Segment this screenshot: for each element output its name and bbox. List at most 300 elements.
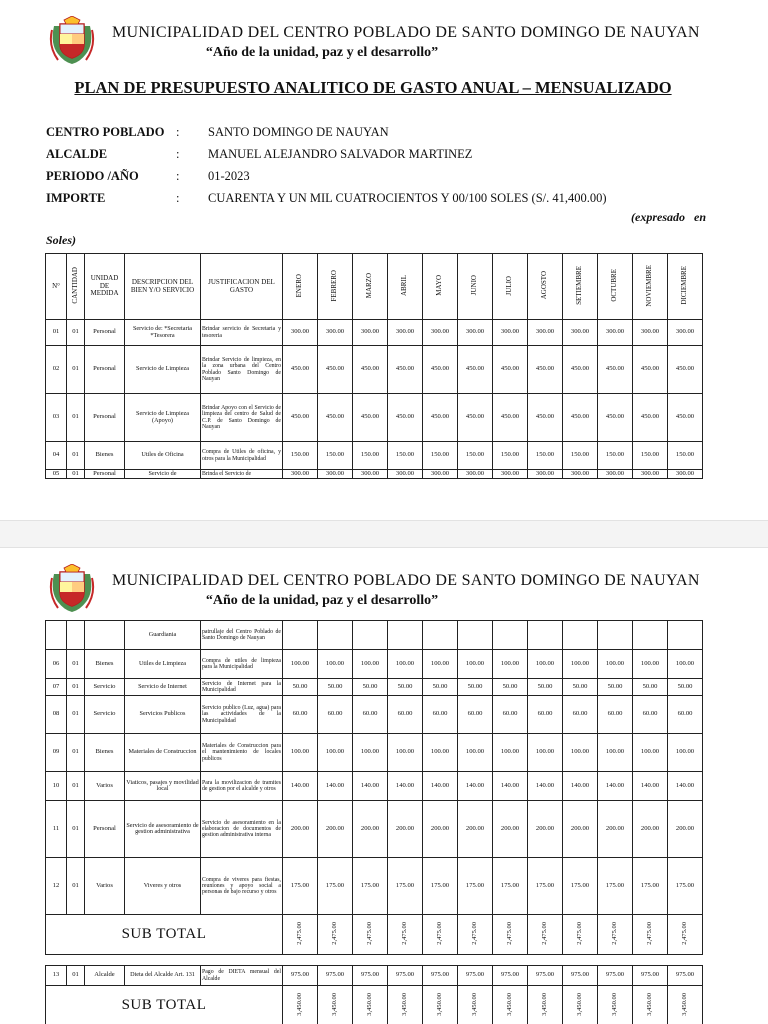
subtotal-value: 2,475.00	[493, 915, 528, 955]
header-month-octubre: OCTUBRE	[598, 254, 633, 320]
cell-unit: Personal	[85, 320, 125, 346]
subtotal-value: 3,450.00	[388, 986, 423, 1024]
municipality-name: MUNICIPALIDAD DEL CENTRO POBLADO DE SANTO DOMINGO DE NAUYAN	[112, 24, 700, 41]
cell-unit: Bienes	[85, 442, 125, 470]
subtotal-value: 3,450.00	[318, 986, 353, 1024]
cell-month-value: 975.00	[563, 966, 598, 986]
cell-month-value: 200.00	[283, 801, 318, 858]
cell-quantity: 01	[67, 650, 85, 679]
cell-month-value: 150.00	[318, 442, 353, 470]
cell-month-value: 450.00	[563, 394, 598, 442]
cell-month-value: 100.00	[458, 734, 493, 772]
cell-month-value: 150.00	[528, 442, 563, 470]
header-month-enero: ENERO	[283, 254, 318, 320]
cell-unit: Personal	[85, 801, 125, 858]
cell-month-value: 140.00	[668, 772, 703, 801]
subtotal-value: 3,450.00	[458, 986, 493, 1024]
info-label: PERIODO /AÑO	[46, 168, 139, 183]
cell-month-value: 50.00	[493, 679, 528, 696]
cell-month-value: 450.00	[633, 394, 668, 442]
header-justification: JUSTIFICACION DEL GASTO	[201, 254, 283, 320]
cell-unit: Varios	[85, 858, 125, 915]
info-colon: :	[176, 168, 180, 183]
cell-month-value: 100.00	[668, 650, 703, 679]
cell-month-value: 300.00	[318, 470, 353, 479]
cell-month-value: 450.00	[668, 394, 703, 442]
cell-month-value: 140.00	[423, 772, 458, 801]
table-row	[46, 650, 703, 679]
cell-month-value: 450.00	[598, 394, 633, 442]
table-row	[46, 470, 703, 479]
cell-month-value: 450.00	[668, 346, 703, 394]
table-row	[46, 394, 703, 442]
cell-month-value: 450.00	[563, 346, 598, 394]
cell-month-value: 150.00	[563, 442, 598, 470]
cell-month-value: 50.00	[353, 679, 388, 696]
cell-quantity: 01	[67, 734, 85, 772]
header-month-junio: JUNIO	[458, 254, 493, 320]
cell-month-value: 140.00	[493, 772, 528, 801]
cell-month-value: 150.00	[493, 442, 528, 470]
cell-month-value: 450.00	[283, 346, 318, 394]
cell-month-value: 140.00	[318, 772, 353, 801]
cell-month-value: 100.00	[598, 734, 633, 772]
expressed-note-cont: Soles)	[46, 233, 76, 247]
subtotal-value: 3,450.00	[668, 986, 703, 1024]
cell-month-value	[493, 621, 528, 650]
info-value: MANUEL ALEJANDRO SALVADOR MARTINEZ	[208, 146, 473, 161]
cell-month-value: 100.00	[633, 650, 668, 679]
table-row	[46, 679, 703, 696]
cell-justification: Brindar servicio de Secretaria y tesoreria	[201, 320, 283, 346]
cell-month-value: 175.00	[388, 858, 423, 915]
subtotal-label: SUB TOTAL	[46, 915, 283, 955]
info-value: SANTO DOMINGO DE NAUYAN	[208, 124, 389, 139]
cell-month-value: 300.00	[633, 320, 668, 346]
cell-month-value: 50.00	[318, 679, 353, 696]
cell-month-value: 300.00	[528, 470, 563, 479]
cell-month-value: 150.00	[668, 442, 703, 470]
cell-month-value: 300.00	[528, 320, 563, 346]
cell-quantity: 01	[67, 442, 85, 470]
cell-month-value: 60.00	[458, 696, 493, 734]
cell-month-value: 175.00	[668, 858, 703, 915]
cell-month-value: 175.00	[493, 858, 528, 915]
cell-unit: Bienes	[85, 650, 125, 679]
cell-month-value: 140.00	[458, 772, 493, 801]
cell-month-value: 175.00	[423, 858, 458, 915]
cell-month-value: 50.00	[598, 679, 633, 696]
cell-month-value: 100.00	[423, 734, 458, 772]
cell-month-value	[458, 621, 493, 650]
cell-quantity: 01	[67, 966, 85, 986]
cell-month-value: 200.00	[458, 801, 493, 858]
cell-month-value: 150.00	[598, 442, 633, 470]
cell-month-value: 150.00	[283, 442, 318, 470]
cell-description: Servicio de: *Secretaria *Tesorera	[125, 320, 201, 346]
cell-month-value: 100.00	[563, 734, 598, 772]
cell-justification: Servicio de asesoramiento en la elaboracion de documentos de gestion administrativa interna	[201, 801, 283, 858]
cell-month-value	[563, 621, 598, 650]
cell-month-value: 100.00	[318, 650, 353, 679]
cell-month-value: 300.00	[458, 320, 493, 346]
cell-month-value: 300.00	[283, 470, 318, 479]
cell-justification: Compra de Utiles de oficina, y otros para la Municipalidad	[201, 442, 283, 470]
cell-quantity: 01	[67, 801, 85, 858]
cell-month-value: 300.00	[563, 470, 598, 479]
cell-justification: Brindar Apoyo con el Servicio de limpieza del centro de Salud de C.P. de Santo Domingo de Nauyan	[201, 394, 283, 442]
cell-number: 06	[46, 650, 67, 679]
cell-quantity: 01	[67, 346, 85, 394]
cell-number: 02	[46, 346, 67, 394]
cell-unit: Personal	[85, 346, 125, 394]
coat-of-arms-icon	[48, 564, 96, 614]
cell-description: Dieta del Alcalde Art. 131	[125, 966, 201, 986]
cell-number: 01	[46, 320, 67, 346]
page-header	[0, 548, 768, 610]
table-row	[46, 858, 703, 915]
info-label: CENTRO POBLADO	[46, 124, 165, 139]
cell-month-value: 200.00	[318, 801, 353, 858]
header-month-julio: JULIO	[493, 254, 528, 320]
cell-month-value: 50.00	[283, 679, 318, 696]
cell-month-value: 450.00	[528, 346, 563, 394]
cell-month-value: 100.00	[668, 734, 703, 772]
budget-table-page1	[45, 253, 703, 479]
cell-month-value: 200.00	[388, 801, 423, 858]
cell-month-value: 300.00	[388, 320, 423, 346]
cell-month-value: 140.00	[633, 772, 668, 801]
cell-month-value: 140.00	[528, 772, 563, 801]
cell-month-value: 300.00	[633, 470, 668, 479]
cell-number: 12	[46, 858, 67, 915]
cell-month-value: 175.00	[633, 858, 668, 915]
cell-unit: Alcalde	[85, 966, 125, 986]
info-value: 01-2023	[208, 168, 250, 183]
cell-month-value: 200.00	[633, 801, 668, 858]
cell-number: 09	[46, 734, 67, 772]
cell-month-value: 300.00	[493, 470, 528, 479]
table-row	[46, 621, 703, 650]
table-row	[46, 966, 703, 986]
cell-number	[46, 621, 67, 650]
cell-number: 11	[46, 801, 67, 858]
header-unit: UNIDAD DE MEDIDA	[85, 254, 125, 320]
cell-month-value: 150.00	[388, 442, 423, 470]
cell-justification: patrullaje del Centro Poblado de Santo Domingo de Nauyan	[201, 621, 283, 650]
cell-month-value: 200.00	[423, 801, 458, 858]
info-colon: :	[176, 124, 180, 139]
cell-month-value: 60.00	[668, 696, 703, 734]
cell-month-value	[318, 621, 353, 650]
cell-justification: Servicio publico (Luz, agua) para las actividades de la Municipalidad	[201, 696, 283, 734]
cell-month-value: 100.00	[563, 650, 598, 679]
cell-month-value: 300.00	[353, 320, 388, 346]
cell-month-value	[353, 621, 388, 650]
cell-month-value: 975.00	[598, 966, 633, 986]
cell-month-value: 60.00	[563, 696, 598, 734]
cell-month-value: 975.00	[493, 966, 528, 986]
cell-month-value: 150.00	[353, 442, 388, 470]
cell-month-value: 450.00	[318, 346, 353, 394]
cell-description: Materiales de Construccion	[125, 734, 201, 772]
header-month-setiembre: SETIEMBRE	[563, 254, 598, 320]
table-row	[46, 442, 703, 470]
cell-number: 03	[46, 394, 67, 442]
cell-month-value: 60.00	[598, 696, 633, 734]
cell-quantity: 01	[67, 679, 85, 696]
cell-unit: Personal	[85, 394, 125, 442]
motto: “Año de la unidad, paz y el desarrollo”	[205, 45, 439, 60]
cell-month-value: 975.00	[318, 966, 353, 986]
cell-month-value: 60.00	[423, 696, 458, 734]
cell-month-value: 100.00	[283, 734, 318, 772]
cell-month-value: 100.00	[633, 734, 668, 772]
cell-month-value: 175.00	[598, 858, 633, 915]
cell-month-value: 175.00	[563, 858, 598, 915]
subtotal-value: 2,475.00	[563, 915, 598, 955]
cell-month-value: 175.00	[528, 858, 563, 915]
cell-month-value: 300.00	[388, 470, 423, 479]
cell-unit: Servicio	[85, 679, 125, 696]
cell-month-value: 60.00	[528, 696, 563, 734]
cell-month-value: 50.00	[388, 679, 423, 696]
header-month-mayo: MAYO	[423, 254, 458, 320]
header-month-abril: ABRIL	[388, 254, 423, 320]
cell-month-value: 300.00	[668, 320, 703, 346]
header-month-agosto: AGOSTO	[528, 254, 563, 320]
cell-month-value: 975.00	[633, 966, 668, 986]
info-value: CUARENTA Y UN MIL CUATROCIENTOS Y 00/100 SOLES (S/. 41,400.00)	[208, 190, 607, 205]
subtotal-value: 2,475.00	[283, 915, 318, 955]
subtotal-value: 2,475.00	[633, 915, 668, 955]
cell-description: Servicio de Limpieza	[125, 346, 201, 394]
cell-month-value: 200.00	[563, 801, 598, 858]
subtotal-value: 2,475.00	[598, 915, 633, 955]
cell-number: 10	[46, 772, 67, 801]
cell-month-value: 975.00	[388, 966, 423, 986]
cell-month-value	[598, 621, 633, 650]
table-row	[46, 320, 703, 346]
cell-justification: Brinda el Servicio de	[201, 470, 283, 479]
info-block	[46, 121, 607, 209]
cell-month-value: 200.00	[493, 801, 528, 858]
cell-month-value: 60.00	[318, 696, 353, 734]
cell-month-value: 100.00	[598, 650, 633, 679]
subtotal-row	[46, 915, 703, 955]
cell-justification: Compra de viveres para fiestas, reuniones y apoyo social a personas de bajo recurso y otros	[201, 858, 283, 915]
cell-number: 07	[46, 679, 67, 696]
cell-unit: Servicio	[85, 696, 125, 734]
cell-month-value: 975.00	[668, 966, 703, 986]
cell-month-value: 450.00	[283, 394, 318, 442]
cell-quantity: 01	[67, 394, 85, 442]
table-row	[46, 346, 703, 394]
cell-month-value: 50.00	[528, 679, 563, 696]
cell-month-value: 200.00	[528, 801, 563, 858]
cell-description: Guardiania	[125, 621, 201, 650]
cell-month-value: 450.00	[493, 346, 528, 394]
cell-month-value: 300.00	[458, 470, 493, 479]
cell-unit: Bienes	[85, 734, 125, 772]
cell-number: 13	[46, 966, 67, 986]
cell-month-value: 300.00	[668, 470, 703, 479]
table-row	[46, 734, 703, 772]
subtotal-value: 3,450.00	[353, 986, 388, 1024]
cell-unit	[85, 621, 125, 650]
cell-justification: Pago de DIETA mensual del Alcalde	[201, 966, 283, 986]
cell-description: Viveres y otros	[125, 858, 201, 915]
cell-month-value: 100.00	[493, 734, 528, 772]
cell-month-value: 50.00	[563, 679, 598, 696]
cell-description: Servicio de	[125, 470, 201, 479]
table-row	[46, 801, 703, 858]
header-month-noviembre: NOVIEMBRE	[633, 254, 668, 320]
cell-month-value: 150.00	[458, 442, 493, 470]
subtotal-value: 3,450.00	[633, 986, 668, 1024]
subtotal-value: 3,450.00	[283, 986, 318, 1024]
info-row	[46, 143, 607, 165]
info-row	[46, 121, 607, 143]
cell-month-value: 60.00	[633, 696, 668, 734]
cell-description: Servicios Publicos	[125, 696, 201, 734]
cell-quantity: 01	[67, 696, 85, 734]
budget-table-page2-dieta	[45, 965, 703, 1024]
cell-description: Servicio de asesoramiento de gestion administrativa	[125, 801, 201, 858]
subtotal-value: 2,475.00	[388, 915, 423, 955]
cell-month-value: 300.00	[353, 470, 388, 479]
cell-month-value	[668, 621, 703, 650]
subtotal-value: 2,475.00	[423, 915, 458, 955]
cell-month-value: 100.00	[493, 650, 528, 679]
cell-month-value: 200.00	[598, 801, 633, 858]
subtotal-value: 3,450.00	[528, 986, 563, 1024]
motto: “Año de la unidad, paz y el desarrollo”	[205, 593, 439, 608]
cell-month-value: 450.00	[423, 394, 458, 442]
cell-month-value: 150.00	[633, 442, 668, 470]
cell-month-value: 175.00	[318, 858, 353, 915]
cell-month-value: 450.00	[493, 394, 528, 442]
cell-quantity: 01	[67, 772, 85, 801]
cell-month-value: 140.00	[598, 772, 633, 801]
cell-month-value: 140.00	[353, 772, 388, 801]
cell-unit: Personal	[85, 470, 125, 479]
subtotal-value: 3,450.00	[598, 986, 633, 1024]
subtotal-value: 2,475.00	[528, 915, 563, 955]
table-row	[46, 696, 703, 734]
cell-month-value: 140.00	[283, 772, 318, 801]
subtotal-value: 3,450.00	[423, 986, 458, 1024]
cell-quantity: 01	[67, 470, 85, 479]
cell-month-value: 450.00	[458, 346, 493, 394]
info-row	[46, 165, 607, 187]
document-title: PLAN DE PRESUPUESTO ANALITICO DE GASTO ANUAL – MENSUALIZADO	[74, 78, 672, 97]
cell-month-value: 975.00	[423, 966, 458, 986]
cell-description: Utiles de Oficina	[125, 442, 201, 470]
cell-month-value: 450.00	[388, 394, 423, 442]
cell-month-value: 450.00	[423, 346, 458, 394]
municipality-name: MUNICIPALIDAD DEL CENTRO POBLADO DE SANTO DOMINGO DE NAUYAN	[112, 572, 700, 589]
header-number: N°	[46, 254, 67, 320]
cell-month-value: 60.00	[493, 696, 528, 734]
header-description: DESCRIPCION DEL BIEN Y/O SERVICIO	[125, 254, 201, 320]
cell-number: 04	[46, 442, 67, 470]
info-label: IMPORTE	[46, 190, 106, 205]
cell-month-value: 100.00	[353, 734, 388, 772]
header-quantity: CANTIDAD	[67, 254, 85, 320]
cell-justification: Para la movilizacion de tramites de gestion por el alcalde y otros	[201, 772, 283, 801]
subtotal-value: 2,475.00	[668, 915, 703, 955]
cell-month-value: 100.00	[388, 650, 423, 679]
cell-month-value: 975.00	[458, 966, 493, 986]
page-header	[0, 0, 768, 62]
cell-month-value: 100.00	[388, 734, 423, 772]
cell-month-value: 60.00	[353, 696, 388, 734]
cell-month-value: 300.00	[283, 320, 318, 346]
cell-month-value: 100.00	[353, 650, 388, 679]
cell-month-value	[528, 621, 563, 650]
cell-month-value	[633, 621, 668, 650]
cell-month-value: 200.00	[668, 801, 703, 858]
cell-month-value: 60.00	[283, 696, 318, 734]
info-label: ALCALDE	[46, 146, 108, 161]
cell-month-value: 100.00	[458, 650, 493, 679]
cell-description: Viaticos, pasajes y movilidad local	[125, 772, 201, 801]
cell-month-value: 60.00	[388, 696, 423, 734]
cell-month-value: 50.00	[458, 679, 493, 696]
document-page-2	[0, 548, 768, 1024]
cell-month-value: 450.00	[633, 346, 668, 394]
cell-month-value: 975.00	[283, 966, 318, 986]
cell-unit: Varios	[85, 772, 125, 801]
cell-month-value	[388, 621, 423, 650]
cell-month-value: 300.00	[563, 320, 598, 346]
cell-month-value: 450.00	[318, 394, 353, 442]
subtotal-value: 2,475.00	[318, 915, 353, 955]
cell-month-value: 100.00	[528, 734, 563, 772]
cell-month-value: 175.00	[283, 858, 318, 915]
cell-month-value: 300.00	[598, 320, 633, 346]
table-row	[46, 772, 703, 801]
subtotal-value: 2,475.00	[353, 915, 388, 955]
info-colon: :	[176, 146, 180, 161]
header-month-marzo: MARZO	[353, 254, 388, 320]
cell-number: 08	[46, 696, 67, 734]
budget-table-page2	[45, 620, 703, 955]
cell-quantity	[67, 621, 85, 650]
cell-month-value: 100.00	[283, 650, 318, 679]
cell-month-value: 450.00	[598, 346, 633, 394]
cell-justification: Brindar Servicio de limpieza, en la zona urbana del Centro Poblado Santo Domingo de Nauyan	[201, 346, 283, 394]
cell-month-value: 100.00	[318, 734, 353, 772]
cell-month-value: 200.00	[353, 801, 388, 858]
cell-justification: Compra de utiles de limpieza para la Municipalidad	[201, 650, 283, 679]
cell-month-value: 450.00	[353, 394, 388, 442]
cell-month-value: 450.00	[388, 346, 423, 394]
cell-month-value: 300.00	[318, 320, 353, 346]
cell-justification: Servicio de Internet para la Municipalidad	[201, 679, 283, 696]
cell-month-value: 450.00	[353, 346, 388, 394]
cell-quantity: 01	[67, 320, 85, 346]
cell-month-value	[283, 621, 318, 650]
cell-month-value: 175.00	[458, 858, 493, 915]
cell-quantity: 01	[67, 858, 85, 915]
cell-description: Servicio de Limpieza (Apoyo)	[125, 394, 201, 442]
subtotal-value: 3,450.00	[563, 986, 598, 1024]
subtotal-label: SUB TOTAL	[46, 986, 283, 1024]
cell-month-value: 975.00	[353, 966, 388, 986]
info-row	[46, 187, 607, 209]
